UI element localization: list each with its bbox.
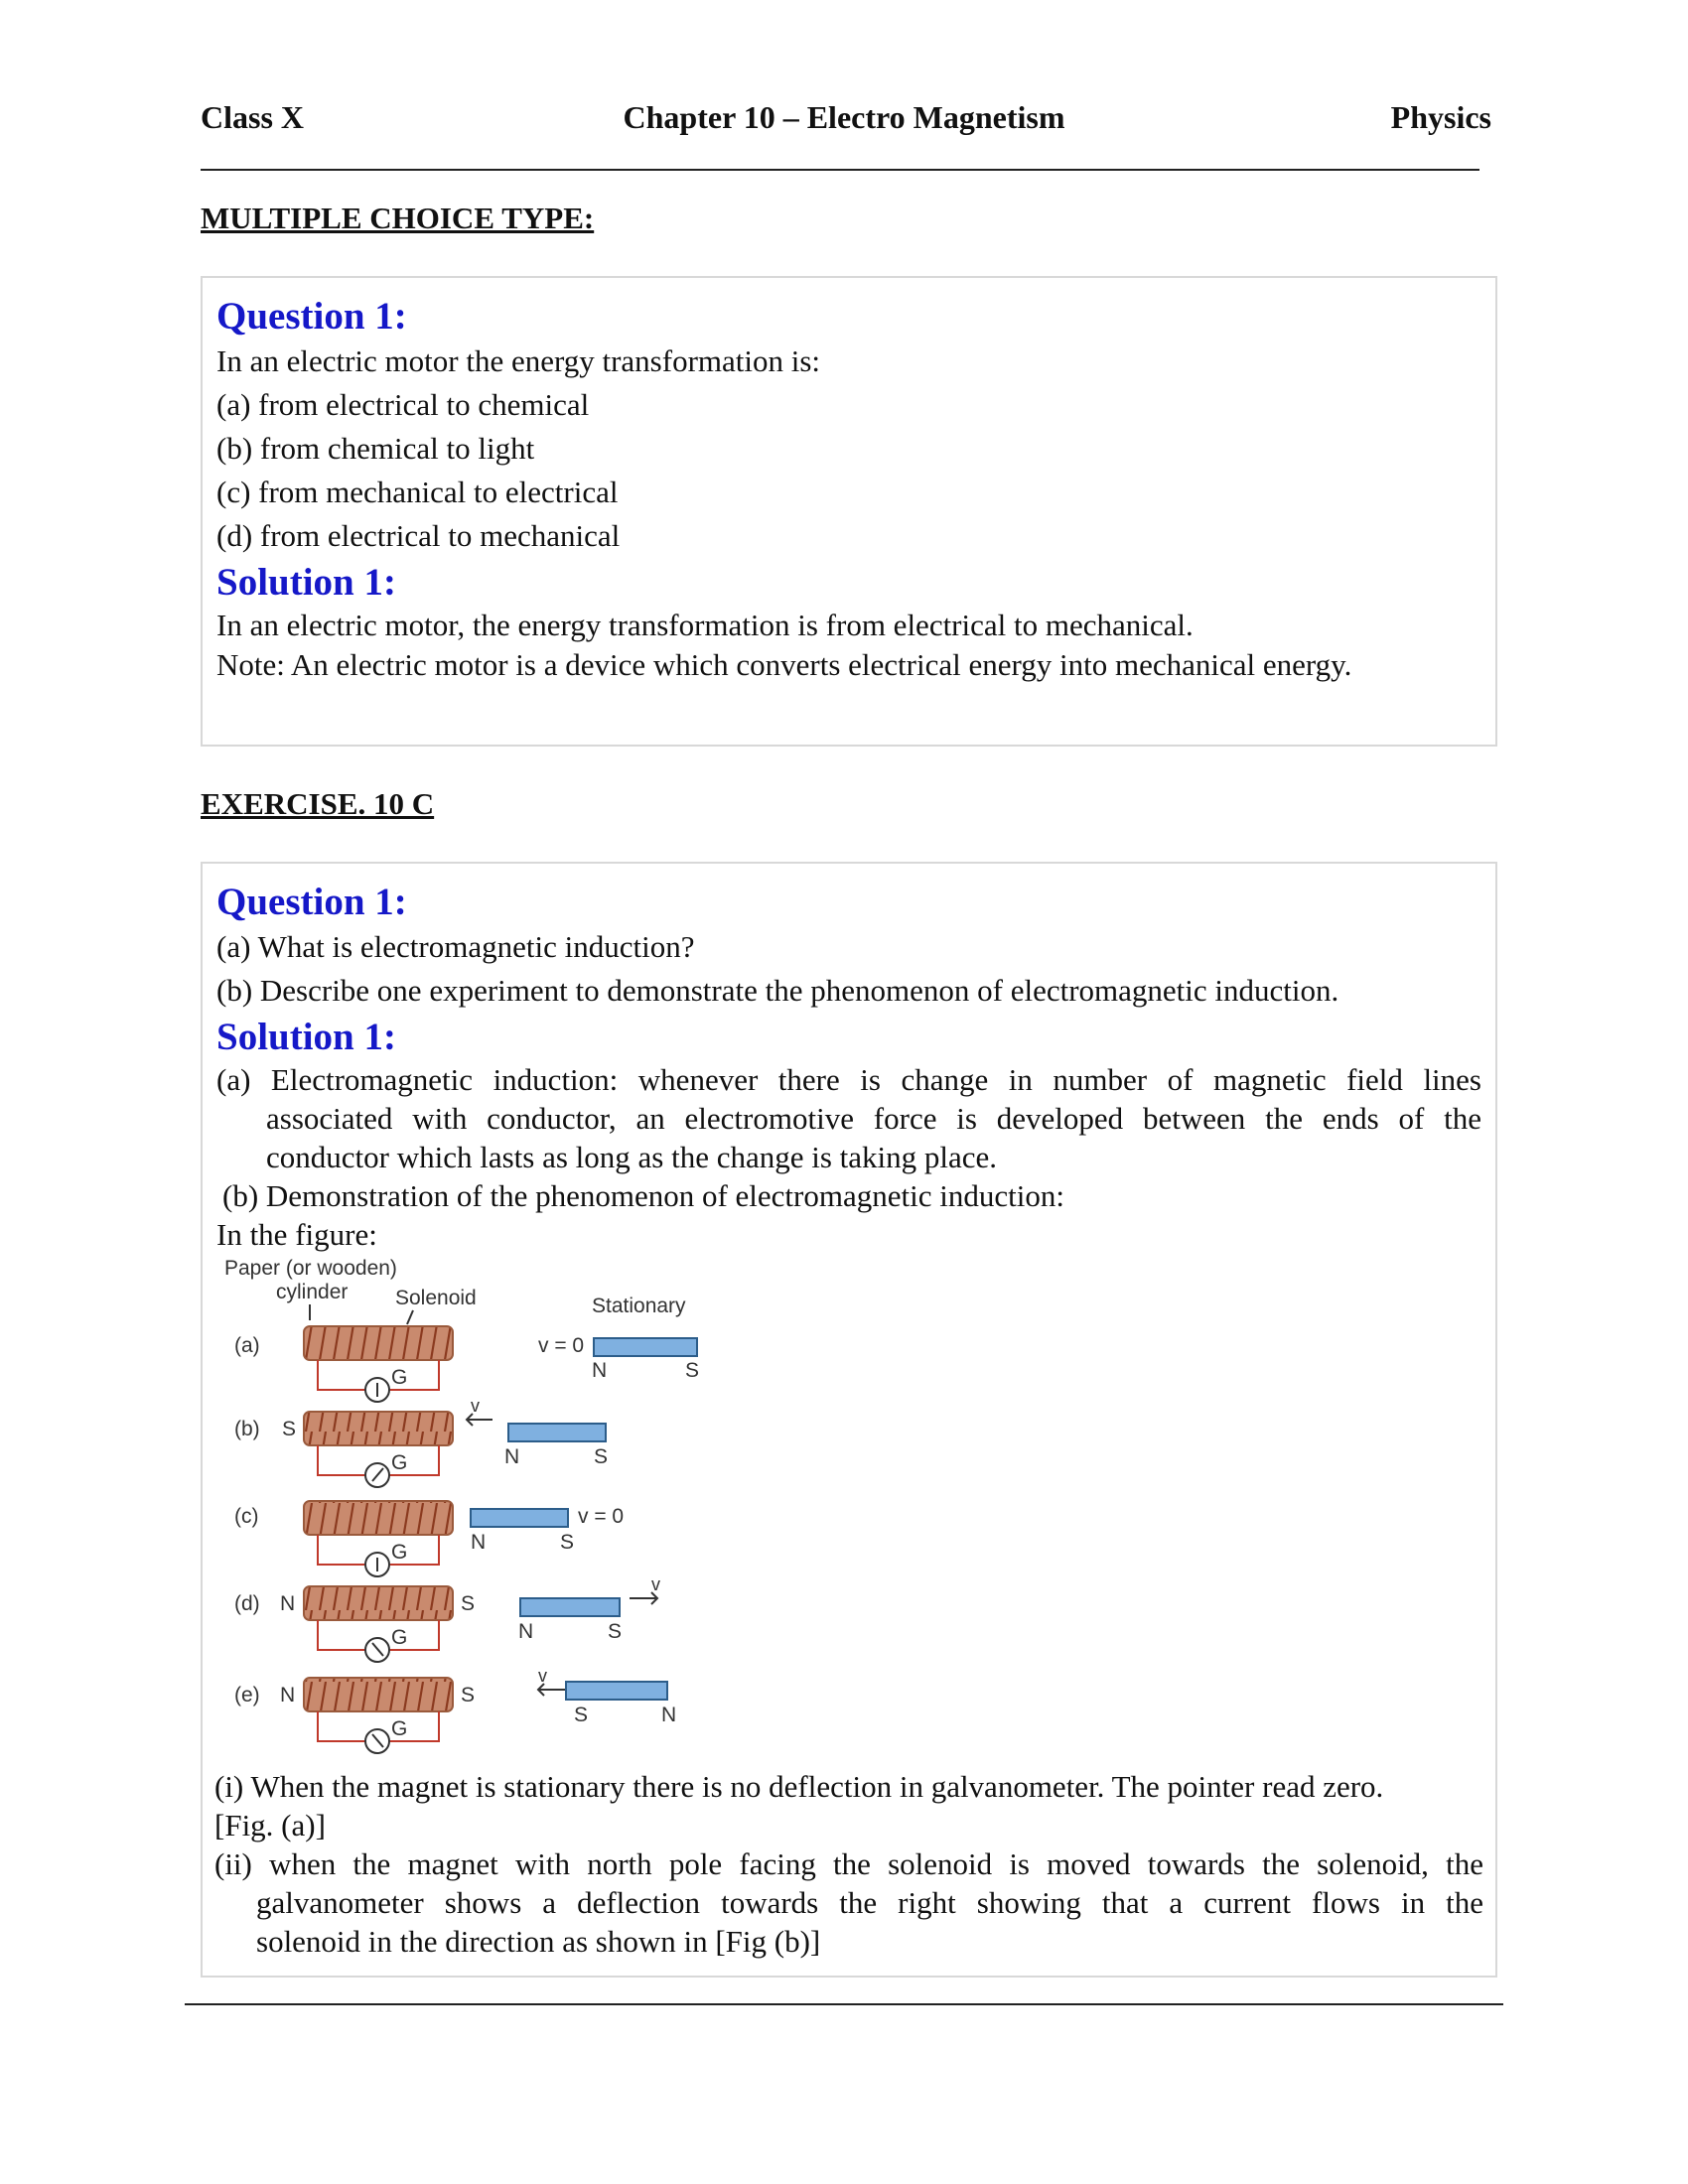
observation-i-line-2: [Fig. (a)]	[214, 1808, 326, 1843]
header-class: Class X	[201, 99, 305, 135]
galvanometer-b-label: G	[391, 1451, 408, 1474]
exercise-question-heading: Question 1:	[216, 881, 407, 923]
row-e-label: (e)	[234, 1684, 260, 1706]
magnet-e	[566, 1682, 667, 1700]
row-b-pole: S	[282, 1418, 297, 1440]
observation-ii-line-1: (ii) when the magnet with north pole facing the solenoid is moved towards the solenoid, the	[214, 1846, 1483, 1881]
magnet-c	[471, 1509, 568, 1527]
velocity-e-label: v	[538, 1666, 547, 1686]
electromagnetic-induction-figure	[218, 1253, 735, 1765]
header-chapter-title: Chapter 10 – Electro Magnetism	[623, 99, 1065, 135]
solenoid-coil-a	[304, 1326, 453, 1360]
figure-row-e	[234, 1666, 676, 1753]
magnet-d	[520, 1598, 620, 1616]
solenoid-coil-c	[304, 1501, 453, 1535]
figure-row-d	[234, 1574, 660, 1662]
solenoid-coil-d	[304, 1586, 453, 1620]
mcq-question-heading: Question 1:	[216, 295, 407, 338]
galvanometer-d-label: G	[391, 1626, 408, 1649]
solution-a-line-2: associated with conductor, an electromotive force is developed between the ends of the	[266, 1101, 1481, 1136]
magnet-b-n: N	[504, 1445, 520, 1468]
solution-a-line-3: conductor which lasts as long as the change is taking place.	[266, 1140, 998, 1174]
magnet-e-s: S	[574, 1704, 589, 1726]
row-d-pole-n: N	[280, 1592, 296, 1615]
observation-ii-line-2: galvanometer shows a deflection towards the right showing that a current flows in the	[256, 1885, 1483, 1920]
magnet-e-n: N	[661, 1704, 677, 1726]
magnet-a-s: S	[685, 1359, 700, 1382]
galvanometer-a-label: G	[391, 1366, 408, 1389]
mcq-option-a: (a) from electrical to chemical	[216, 387, 590, 422]
solenoid-coil-e	[304, 1678, 453, 1711]
exercise-question-b: (b) Describe one experiment to demonstrate the phenomenon of electromagnetic induction.	[216, 973, 1339, 1008]
label-paper: Paper (or wooden)	[224, 1257, 397, 1280]
magnet-b-s: S	[594, 1445, 609, 1468]
mcq-question-box	[201, 276, 1497, 747]
footer-divider	[185, 2003, 1503, 2005]
observation-i-line-1: (i) When the magnet is stationary there is no deflection in galvanometer. The pointer read zero.	[214, 1769, 1384, 1804]
row-e-pole-n: N	[280, 1684, 296, 1706]
figure-row-b	[234, 1396, 608, 1487]
mcq-option-c: (c) from mechanical to electrical	[216, 475, 619, 509]
row-e-pole-s: S	[461, 1684, 476, 1706]
magnet-a-n: N	[592, 1359, 608, 1382]
row-c-label: (c)	[234, 1505, 259, 1528]
row-a-label: (a)	[234, 1334, 260, 1357]
velocity-b-label: v	[471, 1396, 480, 1416]
solenoid-coil-b	[304, 1412, 453, 1445]
observation-ii-line-3: solenoid in the direction as shown in [Fig (b)]	[256, 1924, 821, 1959]
galvanometer-c-label: G	[391, 1541, 408, 1564]
figure-row-a	[234, 1295, 699, 1402]
magnet-c-s: S	[560, 1531, 575, 1554]
magnet-b	[508, 1424, 606, 1441]
solution-a-line-1: (a) Electromagnetic induction: whenever there is change in number of magnetic field lines	[216, 1062, 1481, 1097]
velocity-d-label: v	[651, 1574, 660, 1594]
magnet-c-n: N	[471, 1531, 487, 1554]
in-figure-label: In the figure:	[216, 1217, 377, 1252]
row-d-label: (d)	[234, 1592, 260, 1615]
observations	[214, 1767, 1483, 1961]
header-subject: Physics	[1390, 99, 1491, 135]
mcq-option-b: (b) from chemical to light	[216, 431, 535, 466]
mcq-option-d: (d) from electrical to mechanical	[216, 518, 621, 553]
mcq-question-text: In an electric motor the energy transformation is:	[216, 343, 821, 378]
exercise-solution-heading: Solution 1:	[216, 1016, 396, 1058]
v-zero-a: v = 0	[538, 1334, 585, 1357]
label-cylinder: cylinder	[276, 1281, 349, 1303]
mcq-solution-line-1: In an electric motor, the energy transformation is from electrical to mechanical.	[216, 608, 1194, 642]
v-zero-c: v = 0	[578, 1505, 625, 1528]
figure-row-c	[234, 1501, 624, 1576]
mcq-solution-heading: Solution 1:	[216, 561, 396, 604]
magnet-d-n: N	[518, 1620, 534, 1643]
exercise-section-title: EXERCISE. 10 C	[201, 786, 435, 821]
label-stationary: Stationary	[592, 1295, 686, 1317]
label-solenoid: Solenoid	[395, 1287, 477, 1309]
mcq-solution-line-2: Note: An electric motor is a device which converts electrical energy into mechanical energy.	[216, 647, 1352, 682]
solenoid-pointer	[407, 1310, 413, 1324]
mcq-section-title: MULTIPLE CHOICE TYPE:	[201, 201, 595, 235]
row-b-label: (b)	[234, 1418, 260, 1440]
header-divider	[201, 169, 1479, 171]
exercise-question-a: (a) What is electromagnetic induction?	[216, 929, 695, 964]
magnet-a	[594, 1338, 697, 1356]
galvanometer-e-label: G	[391, 1717, 408, 1740]
row-d-pole-s: S	[461, 1592, 476, 1615]
solution-b-heading: (b) Demonstration of the phenomenon of electromagnetic induction:	[222, 1178, 1064, 1213]
magnet-d-s: S	[608, 1620, 623, 1643]
